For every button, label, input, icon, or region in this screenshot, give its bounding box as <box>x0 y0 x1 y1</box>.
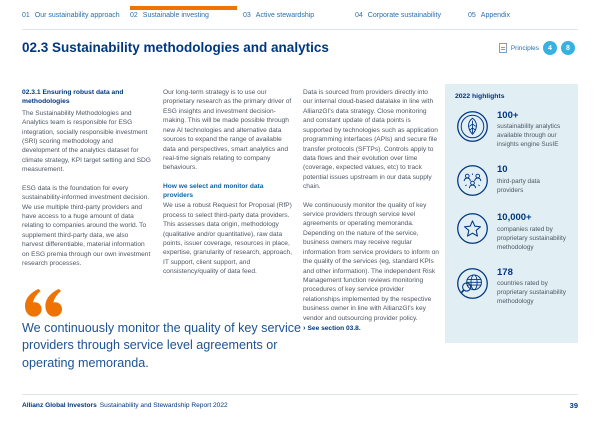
nav-item-label: Appendix <box>480 12 510 19</box>
paragraph: The Sustainability Methodologies and Analytics team is responsible for ESG integration, socially responsible investment (SRI) scoring methodology and development of the analytics dataset for climate strategy, KPI target setting and SDG measurement. <box>22 109 151 174</box>
body-column-2 <box>163 88 294 286</box>
highlights-title: 2022 highlights <box>455 93 505 100</box>
nav-item-sustainability-approach[interactable] <box>22 12 120 19</box>
paragraph: We continuously monitor the quality of key service providers through service level agreements or operating memoranda. Depending on the nature of the service, business owners may receive regular information from service providers to inform on the quality of the services (eg, standard KPIs and other information). The independent Risk Management function reviews monitoring procedures of key service provider relationships implemented by the respective business owner in line with AllianzGI's key vendor and outsourcing provider policy. <box>303 201 439 322</box>
nav-item-number: 03 <box>243 12 251 19</box>
highlights-panel <box>445 84 578 343</box>
nav-item-appendix[interactable] <box>468 12 510 19</box>
body-column-1 <box>22 88 151 278</box>
globe-magnifier-icon <box>455 266 490 301</box>
section-subheading: 02.3.1 Ensuring robust data and methodologies <box>22 89 124 106</box>
highlight-value: 10 <box>497 164 508 176</box>
pull-quote: We continuously monitor the quality of key service providers through service level agreements or operating memoranda. <box>22 321 302 370</box>
highlight-description: sustainability analytics available through our insights engine SusIE <box>497 123 561 149</box>
nav-item-label: Corporate sustainability <box>367 12 441 19</box>
nav-item-number: 05 <box>468 12 476 19</box>
highlight-value: 100+ <box>497 110 519 121</box>
quote-mark-icon <box>22 289 62 322</box>
highlight-item-companies <box>455 211 568 252</box>
paragraph: ESG data is the foundation for every sustainability-informed investment decision. We use multiple third-party providers and have access to a huge amount of data relating to companies around the world. To supplement third-party data, we also harvest differentiable, material information on ESG premia through our own investment research processes. <box>22 184 151 268</box>
highlight-item-providers <box>455 163 568 198</box>
document-icon <box>499 43 507 53</box>
principles-badge <box>499 41 575 55</box>
highlight-description: countries rated by proprietary sustainability methodology <box>497 280 566 306</box>
nav-item-sustainable-investing[interactable] <box>130 12 209 19</box>
footer-report-title: Sustainability and Stewardship Report 2022 <box>99 402 228 409</box>
paragraph: We use a robust Request for Proposal (RfP) process to select third-party data providers. This assesses data origin, methodology (qualitative and/or quantitative), raw data points, issuer coverage, resources in place, expertise, granularity of research, approach, IT support, client support, and consistency/quality of data feed. <box>163 202 293 276</box>
footer-divider <box>22 394 578 395</box>
chevron-right-icon: › <box>303 323 306 333</box>
highlight-value: 10,000+ <box>497 212 532 224</box>
footer-brand: Allianz Global Investors <box>22 402 97 409</box>
highlight-description: third-party data providers <box>497 177 540 194</box>
leaf-icon <box>455 109 490 144</box>
nav-item-active-stewardship[interactable] <box>243 12 314 19</box>
nav-item-label: Our sustainability approach <box>34 12 120 19</box>
principles-label: Principles <box>510 44 539 52</box>
nav-item-label: Active stewardship <box>255 12 315 19</box>
paragraph: Data is sourced from providers directly into our internal cloud-based datalake in line with AllianzGI's data strategy. Close monitoring and constant update of data points is supported by technologies such as application programming interfaces (APIs) and secure file transfer protocols (SFTPs). Controls apply to data flows and their evolution over time (coverage, expected values, etc) to track potential issues upstream in our data supply chain. <box>303 89 438 191</box>
active-tab-indicator <box>130 6 237 10</box>
highlight-description: companies rated by proprietary sustainability methodology <box>497 225 566 251</box>
footer <box>22 402 228 409</box>
see-section-link-label: See section 03.8. <box>307 325 361 333</box>
paragraph: Our long-term strategy is to use our proprietary research as the primary driver of ESG insights and investment decision-making. This will be made possible through new AI technologies and alternative data sources to expand the range of available data and perspectives, smart analytics and real-time signals relating to company behaviours. <box>163 89 292 172</box>
nav-item-corporate-sustainability[interactable] <box>355 12 441 19</box>
see-section-link[interactable] <box>303 323 439 334</box>
body-column-3 <box>303 88 439 334</box>
nav-item-number: 01 <box>22 12 30 19</box>
page-number: 39 <box>569 401 578 410</box>
principles-page-button-2[interactable]: 8 <box>561 41 575 55</box>
highlight-item-analytics <box>455 109 568 150</box>
highlight-item-countries <box>455 266 568 307</box>
highlight-value: 178 <box>497 266 513 278</box>
sub-subheading: How we select and monitor data providers <box>163 182 264 200</box>
nav-divider <box>22 29 578 30</box>
principles-page-button-1[interactable]: 4 <box>543 41 557 55</box>
nav-item-number: 02 <box>130 12 138 19</box>
people-network-icon <box>455 163 490 198</box>
star-icon <box>455 211 490 246</box>
page-title: 02.3 Sustainability methodologies and analytics <box>22 40 329 55</box>
nav-item-number: 04 <box>355 12 363 19</box>
nav-item-label: Sustainable investing <box>142 12 209 19</box>
